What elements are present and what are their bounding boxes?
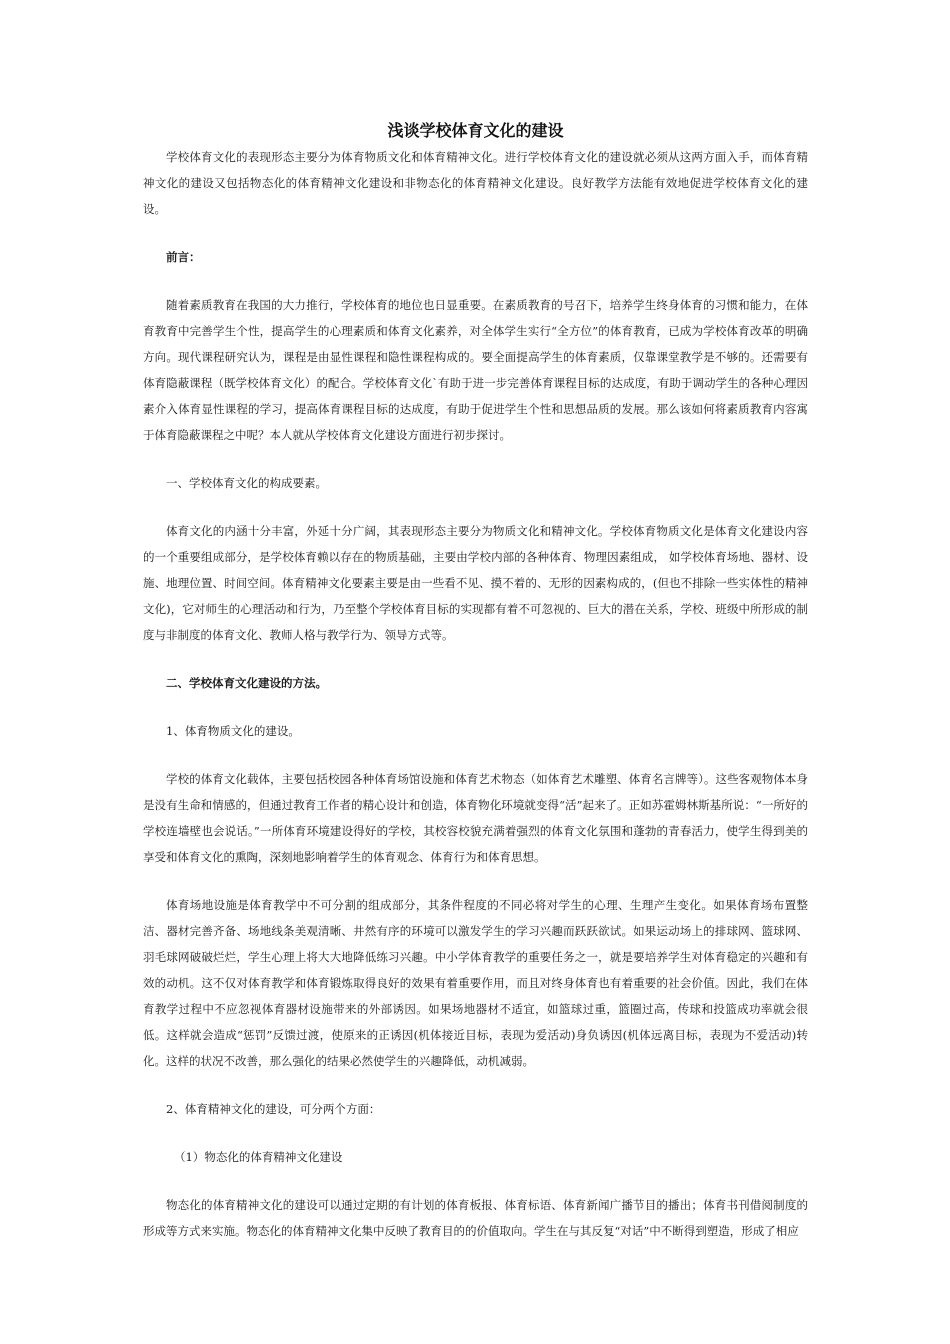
subsection1-paragraph-2: 体育场地设施是体育教学中不可分割的组成部分，其条件程度的不同必将对学生的心理、生理产生变化。如果体育场布置整洁、器材完善齐备、场地线条美观清晰、井然有序的环境可以激发学生的学习兴趣而跃跃欲试。如果运动场上的排球网、篮球网、羽毛球网破破烂烂，学生心理上将大大地降低练习兴趣。中小学体育教学的重要任务之一，就是要培养学生对体育稳定的兴趣和有效的动机。这不仅对体育教学和体育锻炼取得良好的效果有着重要作用，而且对终身体育也有着重要的社会价值。因此，我们在体育教学过程中不应忽视体育器材设施带来的外部诱因。如果场地器材不适宜，如篮球过重，篮圈过高，传球和投篮成功率就会很低。这样就会造成“惩罚”反馈过渡，使原来的正诱因(机体接近目标，表现为爱活动)身负诱因(机体远离目标，表现为不爱活动)转化。这样的状况不改善，那么强化的结果必然使学生的兴趣降低，动机减弱。 [143, 898, 808, 1068]
document-title: 浅谈学校体育文化的建设 [387, 121, 564, 140]
section2-heading: 二、学校体育文化建设的方法。 [166, 676, 327, 690]
subsection2-1-paragraph: 物态化的体育精神文化的建设可以通过定期的有计划的体育板报、体育标语、体育新闻广播节目的播出；体育书刊借阅制度的形成等方式来实施。物态化的体育精神文化集中反映了教育目的的价值取向。学生在与其反复“对话”中不断得到塑造，形成了相应 [143, 1198, 808, 1238]
section1-heading: 一、学校体育文化的构成要素。 [166, 476, 327, 490]
preface-heading: 前言： [166, 250, 201, 264]
subsection2-heading: 2、体育精神文化的建设，可分两个方面： [166, 1102, 381, 1116]
subsection2-1-heading: （1）物态化的体育精神文化建设 [174, 1150, 343, 1164]
document-page [143, 120, 808, 1244]
preface-paragraph: 随着素质教育在我国的大力推行，学校体育的地位也日显重要。在素质教育的号召下，培养学生终身体育的习惯和能力，在体育教育中完善学生个性，提高学生的心理素质和体育文化素养，对全体学生实行“全方位”的体育教育，已成为学校体育改革的明确方向。现代课程研究认为，课程是由显性课程和隐性课程构成的。要全面提高学生的体育素质，仅靠课堂教学是不够的。还需要有体育隐蔽课程（既学校体育文化）的配合。学校体育文化`有助于进一步完善体育课程目标的达成度，有助于调动学生的各种心理因素介入体育显性课程的学习，提高体育课程目标的达成度，有助于促进学生个性和思想品质的发展。那么该如何将素质教育内容寓于体育隐蔽课程之中呢？本人就从学校体育文化建设方面进行初步探讨。 [143, 298, 808, 442]
section1-paragraph: 体育文化的内涵十分丰富，外延十分广阔，其表现形态主要分为物质文化和精神文化。学校体育物质文化是体育文化建设内容的一个重要组成部分，是学校体育赖以存在的物质基础，主要由学校内部的各种体育、物理因素组成， 如学校体育场地、器材、设施、地理位置、时间空间。体育精神文化要素主要是由一些看不见、摸不着的、无形的因素构成的，(但也不排除一些实体性的精神文化)，它对师生的心理活动和行为，乃至整个学校体育目标的实现都有着不可忽视的、巨大的潜在关系，学校、班级中所形成的制度与非制度的体育文化、教师人格与教学行为、领导方式等。 [143, 524, 808, 642]
abstract-paragraph: 学校体育文化的表现形态主要分为体育物质文化和体育精神文化。进行学校体育文化的建设就必须从这两方面入手，而体育精神文化的建设又包括物态化的体育精神文化建设和非物态化的体育精神文化建设。良好教学方法能有效地促进学校体育文化的建设。 [143, 150, 808, 216]
subsection1-paragraph-1: 学校的体育文化载体，主要包括校园各种体育场馆设施和体育艺术物态（如体育艺术雕塑、体育名言牌等）。这些客观物体本身是没有生命和情感的，但通过教育工作者的精心设计和创造，体育物化环境就变得“活”起来了。正如苏霍姆林斯基所说：“一所好的学校连墙壁也会说话。”一所体育环境建设得好的学校，其校容校貌充满着强烈的体育文化氛围和蓬勃的青春活力，使学生得到美的享受和体育文化的熏陶，深刻地影响着学生的体育观念、体育行为和体育思想。 [143, 772, 808, 864]
subsection1-heading: 1、体育物质文化的建设。 [166, 724, 300, 738]
